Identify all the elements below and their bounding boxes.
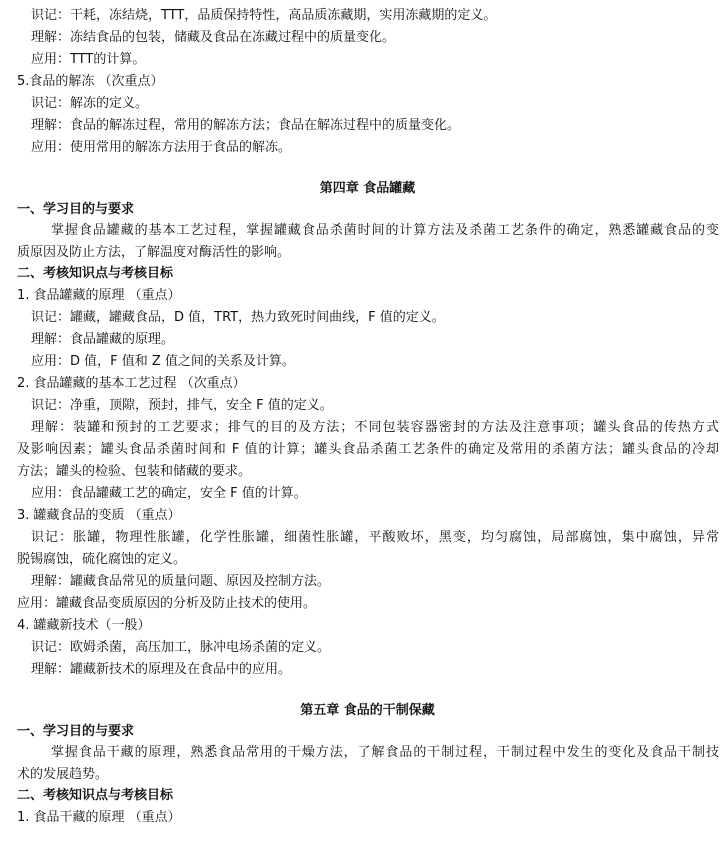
text-line: 识记：干耗，冻结烧，TTT，品质保持特性，高品质冻藏期，实用冻藏期的定义。 xyxy=(31,8,497,23)
section-heading: 一、学习目的与要求 xyxy=(17,724,135,739)
text-line: 识记：胀罐，物理性胀罐，化学性胀罐，细菌性胀罐，平酸败坏，黑变，均匀腐蚀，局部腐蚀，集中腐蚀，异常 xyxy=(31,530,719,545)
paragraph-line: 质原因及防止方法，了解温度对酶活性的影响。 xyxy=(17,245,291,260)
text-line: 理解：装罐和预封的工艺要求；排气的目的及方法；不同包装容器密封的方法及注意事项；罐头食品的传热方式 xyxy=(31,420,719,435)
text-line: 识记：净重，顶隙，预封，排气，安全 F 值的定义。 xyxy=(31,398,333,413)
chapter-title: 第五章 食品的干制保藏 xyxy=(300,703,435,718)
text-line: 方法；罐头的检验、包装和储藏的要求。 xyxy=(17,464,252,479)
text-line: 应用：TTT的计算。 xyxy=(31,52,146,67)
paragraph-line: 掌握食品干藏的原理，熟悉食品常用的干燥方法，了解食品的干制过程，干制过程中发生的变化及食品干制技 xyxy=(51,745,719,760)
paragraph-line: 术的发展趋势。 xyxy=(17,767,109,782)
item-heading: 3. 罐藏食品的变质 （重点） xyxy=(17,508,181,523)
paragraph-line: 掌握食品罐藏的基本工艺过程，掌握罐藏食品杀菌时间的计算方法及杀菌工艺条件的确定，熟悉罐藏食品的变 xyxy=(51,223,719,238)
section-heading: 二、考核知识点与考核目标 xyxy=(17,788,174,803)
text-line: 理解：食品的解冻过程，常用的解冻方法；食品在解冻过程中的质量变化。 xyxy=(31,118,461,133)
text-line: 脱锡腐蚀，硫化腐蚀的定义。 xyxy=(17,552,187,567)
item-heading: 1. 食品罐藏的原理 （重点） xyxy=(17,288,181,303)
item-heading: 4. 罐藏新技术（一般） xyxy=(17,618,151,633)
section-heading: 二、考核知识点与考核目标 xyxy=(17,266,174,281)
text-line: 应用：D 值，F 值和 Z 值之间的关系及计算。 xyxy=(31,354,295,369)
text-line: 识记：解冻的定义。 xyxy=(31,96,149,111)
text-line: 理解：食品罐藏的原理。 xyxy=(31,332,175,347)
text-line: 及影响因素；罐头食品杀菌时间和 F 值的计算；罐头食品杀菌工艺条件的确定及常用的杀菌方法；罐头食品的冷却 xyxy=(17,442,719,457)
text-line: 应用：食品罐藏工艺的确定，安全 F 值的计算。 xyxy=(31,486,307,501)
item-heading: 1. 食品干藏的原理 （重点） xyxy=(17,810,181,825)
item-heading: 5.食品的解冻 （次重点） xyxy=(17,74,164,89)
text-line: 理解：罐藏新技术的原理及在食品中的应用。 xyxy=(31,662,292,677)
text-line: 识记：罐藏，罐藏食品，D 值，TRT，热力致死时间曲线，F 值的定义。 xyxy=(31,310,445,325)
text-line: 应用：使用常用的解冻方法用于食品的解冻。 xyxy=(31,140,292,155)
text-line: 识记：欧姆杀菌，高压加工，脉冲电场杀菌的定义。 xyxy=(31,640,331,655)
chapter-title: 第四章 食品罐藏 xyxy=(319,181,416,196)
text-line: 理解：罐藏食品常见的质量问题、原因及控制方法。 xyxy=(31,574,331,589)
item-heading: 2. 食品罐藏的基本工艺过程 （次重点） xyxy=(17,376,246,391)
text-line: 应用：罐藏食品变质原因的分析及防止技术的使用。 xyxy=(17,596,317,611)
text-line: 理解：冻结食品的包装，储藏及食品在冻藏过程中的质量变化。 xyxy=(31,30,396,45)
section-heading: 一、学习目的与要求 xyxy=(17,202,135,217)
